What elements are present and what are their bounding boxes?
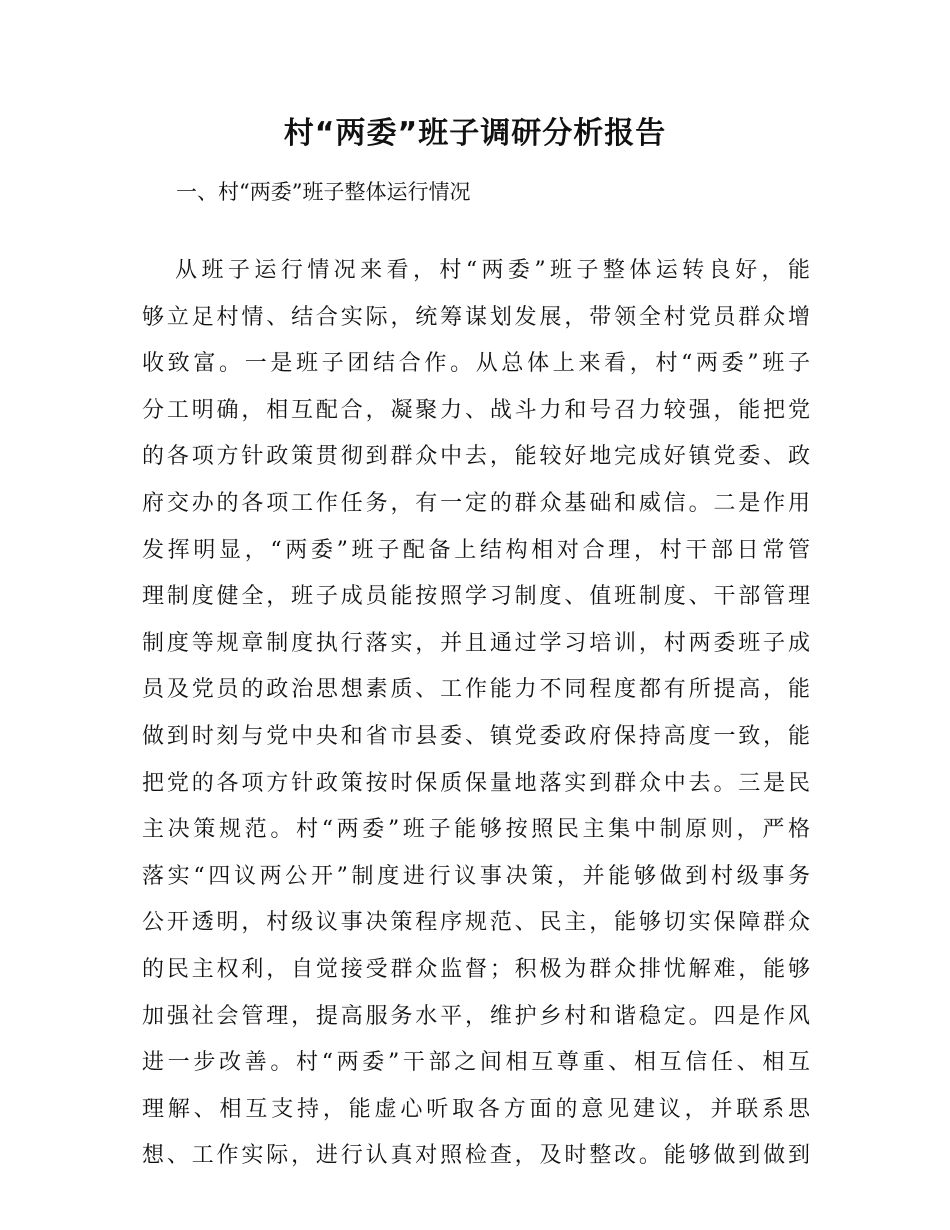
paragraph-line: 想、工作实际，进行认真对照检查，及时整改。能够做到做到: [142, 1143, 810, 1169]
paragraph-line: 进一步改善。村“两委”干部之间相互尊重、相互信任、相互: [142, 1050, 810, 1076]
paragraph-line: 发挥明显，“两委”班子配备上结构相对合理，村干部日常管: [142, 537, 810, 563]
paragraph-line: 制度等规章制度执行落实，并且通过学习培训，村两委班子成: [142, 630, 810, 656]
paragraph-line: 的各项方针政策贯彻到群众中去，能较好地完成好镇党委、政: [142, 444, 810, 470]
paragraph-line: 收致富。一是班子团结合作。从总体上来看，村“两委”班子: [142, 351, 810, 377]
paragraph-line: 主决策规范。村“两委”班子能够按照民主集中制原则，严格: [142, 817, 810, 843]
section-heading: 一、村“两委”班子整体运行情况: [176, 180, 471, 204]
paragraph-line: 分工明确，相互配合，凝聚力、战斗力和号召力较强，能把党: [142, 397, 810, 423]
paragraph-line: 公开透明，村级议事决策程序规范、民主，能够切实保障群众: [142, 910, 810, 936]
paragraph-line: 理制度健全，班子成员能按照学习制度、值班制度、干部管理: [142, 584, 810, 610]
body-paragraph: [142, 248, 810, 1180]
paragraph-line: 把党的各项方针政策按时保质保量地落实到群众中去。三是民: [142, 770, 810, 796]
paragraph-line: 府交办的各项工作任务，有一定的群众基础和威信。二是作用: [142, 490, 810, 516]
paragraph-line: 够立足村情、结合实际，统筹谋划发展，带领全村党员群众增: [142, 304, 810, 330]
paragraph-line: 加强社会管理，提高服务水平，维护乡村和谐稳定。四是作风: [142, 1003, 810, 1029]
document-title: 村“两委”班子调研分析报告: [283, 116, 667, 151]
paragraph-line: 从班子运行情况来看，村“两委”班子整体运转良好，能: [175, 258, 810, 283]
paragraph-line: 的民主权利，自觉接受群众监督；积极为群众排忧解难，能够: [142, 956, 810, 982]
paragraph-line: 理解、相互支持，能虚心听取各方面的意见建议，并联系思: [142, 1096, 810, 1122]
paragraph-line: 落实“四议两公开”制度进行议事决策，并能够做到村级事务: [142, 863, 810, 889]
paragraph-line: 员及党员的政治思想素质、工作能力不同程度都有所提高，能: [142, 677, 810, 703]
paragraph-line: 做到时刻与党中央和省市县委、镇党委政府保持高度一致，能: [142, 723, 810, 749]
